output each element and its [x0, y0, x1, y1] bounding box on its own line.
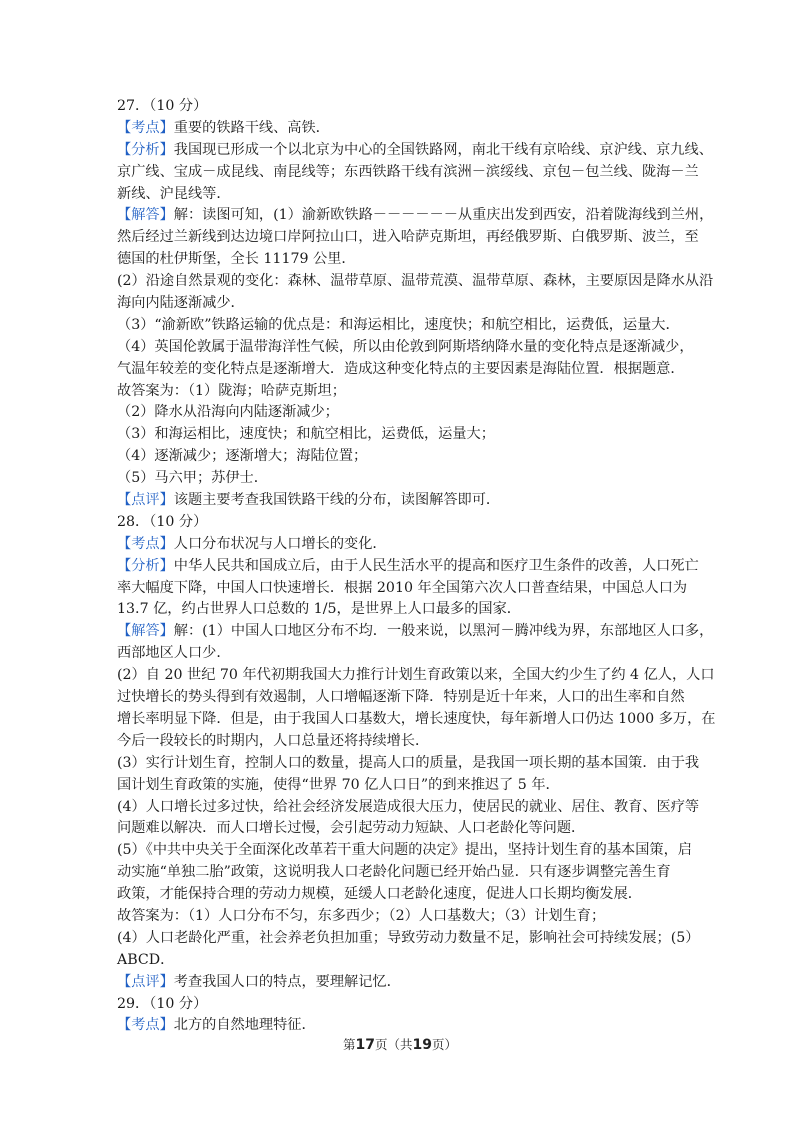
line-text: 故答案为：（1）陇海；哈萨克斯坦；: [117, 382, 346, 399]
line-text: 29．（10 分）: [117, 995, 208, 1012]
text-line: [117, 402, 687, 424]
section-tag: 【考点】: [117, 1017, 174, 1034]
section-tag: 【解答】: [117, 207, 174, 224]
text-line: [117, 184, 687, 206]
line-text: (4）人口增长过多过快，给社会经济发展造成很大压力，使居民的就业、居住、教育、医疗等: [117, 798, 700, 815]
text-line: [117, 753, 700, 775]
text-line: [117, 972, 687, 994]
text-line: [117, 578, 687, 600]
section-tag: 【分析】: [117, 141, 174, 158]
line-text: (4）人口老龄化严重，社会养老负担加重；导致劳动力数量不足，影响社会可持续发展；(5）: [117, 929, 700, 946]
section-tag: 【分析】: [117, 557, 174, 574]
text-line: [117, 709, 716, 731]
text-line: [117, 96, 687, 118]
line-text: （2）降水从沿海向内陆逐渐减少；: [117, 404, 339, 421]
text-line: [117, 818, 687, 840]
line-text: （3）和海运相比，速度快；和航空相比，运费低，运量大；: [117, 426, 495, 443]
text-line: [117, 775, 687, 797]
text-line: [117, 687, 687, 709]
line-text: 问题难以解决．而人口增长过慢，会引起劳动力短缺、人口老龄化等问题．: [117, 820, 586, 837]
line-text: 过快增长的势头得到有效遏制，人口增幅逐渐下降．特别是近十年来，人口的出生率和自然: [117, 689, 685, 706]
page-footer: [0, 1035, 800, 1053]
line-text: 政策，才能保持合理的劳动力规模，延缓人口老龄化速度，促进人口长期均衡发展．: [117, 886, 642, 903]
text-line: [117, 994, 687, 1016]
line-text: 解：(1）中国人口地区分布不均．一般来说，以黑河－腾冲线为界，东部地区人口多，: [173, 623, 714, 640]
text-line: [117, 840, 692, 862]
text-line: [117, 556, 699, 578]
line-text: 增长率明显下降．但是，由于我国人口基数大，增长速度快，每年新增人口仍达 1000 多万，在: [117, 710, 716, 727]
line-text: (2）自 20 世纪 70 年代初期我国大力推行计划生育政策以来，全国大约少生了约 4 亿人，人口: [117, 667, 715, 684]
text-line: [117, 512, 687, 534]
text-line: [117, 928, 700, 950]
section-tag: 【点评】: [117, 973, 174, 990]
text-line: [117, 468, 687, 490]
line-text: 北方的自然地理特征．: [173, 1017, 316, 1034]
section-tag: 【解答】: [117, 623, 174, 640]
section-tag: 【考点】: [117, 535, 174, 552]
line-text: 27．（10 分）: [117, 98, 208, 114]
text-line: [117, 621, 714, 643]
line-text: 考查我国人口的特点，要理解记忆．: [173, 973, 401, 990]
text-line: [117, 424, 687, 446]
line-text: （5）马六甲；苏伊士．: [117, 470, 268, 487]
line-text: 西部地区人口少．: [117, 645, 231, 662]
line-text: 今后一段较长的时期内，人口总量还将持续增长．: [117, 732, 430, 749]
text-line: [117, 884, 687, 906]
line-text: 国计划生育政策的实施，使得“世界 70 亿人口日”的到来推迟了 5 年．: [117, 776, 560, 793]
line-text: （3）“渝新欧”铁路运输的优点是：和海运相比，速度快；和航空相比，运费低，运量大．: [117, 316, 680, 333]
text-line: [117, 665, 715, 687]
text-line: [117, 599, 687, 621]
text-line: [117, 162, 699, 184]
text-line: [117, 359, 687, 381]
line-text: 新线、沪昆线等．: [117, 185, 231, 202]
line-text: 解：读图可知，(1）渝新欧铁路－－－－－－从重庆出发到西安，沿着陇海线到兰州，: [173, 207, 714, 224]
text-line: [117, 315, 687, 337]
footer-prefix: 第: [342, 1037, 356, 1052]
footer-total-pages: 19: [412, 1037, 432, 1053]
line-text: （4）逐渐减少；逐渐增大；海陆位置；: [117, 448, 368, 465]
line-text: 然后经过兰新线到达边境口岸阿拉山口，进入哈萨克斯坦，再经俄罗斯、白俄罗斯、波兰，至: [117, 229, 699, 246]
text-line: [117, 381, 687, 403]
line-text: 动实施“单独二胎”政策，这说明我人口老龄化问题已经开始凸显．只有逐步调整完善生育: [117, 864, 671, 881]
line-text: 率大幅度下降，中国人口快速增长．根据 2010 年全国第六次人口普查结果，中国总人口为: [117, 579, 688, 596]
text-line: [117, 950, 687, 972]
text-line: [117, 731, 687, 753]
text-line: [117, 797, 700, 819]
text-line: [117, 227, 699, 249]
text-line: [117, 337, 694, 359]
text-line: [117, 118, 687, 140]
line-text: 重要的铁路干线、高铁．: [173, 119, 330, 136]
text-line: [117, 140, 713, 162]
text-line: [117, 534, 687, 556]
line-text: 我国现已形成一个以北京为中心的全国铁路网，南北干线有京哈线、京沪线、京九线、: [173, 141, 713, 158]
line-text: (2）沿途自然景观的变化：森林、温带草原、温带荒漠、温带草原、森林，主要原因是降水从沿: [117, 273, 714, 290]
line-text: （4）英国伦敦属于温带海洋性气候，所以由伦敦到阿斯塔纳降水量的变化特点是逐渐减少，: [117, 338, 694, 355]
line-text: 京广线、宝成－成昆线、南昆线等；东西铁路干线有滨洲－滨绥线、京包－包兰线、陇海－兰: [117, 163, 699, 180]
text-line: [117, 862, 687, 884]
section-tag: 【考点】: [117, 119, 174, 136]
line-text: 13.7 亿，约占世界人口总数的 1/5，是世界上人口最多的国家．: [117, 601, 521, 618]
text-line: [117, 643, 687, 665]
line-text: ABCD．: [117, 951, 175, 968]
text-line: [117, 1015, 687, 1037]
document-body: [117, 96, 716, 1037]
footer-page-number: 17: [355, 1037, 375, 1053]
line-text: 中华人民共和国成立后，由于人民生活水平的提高和医疗卫生条件的改善，人口死亡: [173, 557, 699, 574]
line-text: (5）《中共中央关于全面深化改革若干重大问题的决定》提出，坚持计划生育的基本国策，启: [117, 842, 692, 859]
line-text: 人口分布状况与人口增长的变化．: [173, 535, 387, 552]
text-line: [117, 490, 687, 512]
line-text: 故答案为：（1）人口分布不匀，东多西少；（2）人口基数大；（3）计划生育；: [117, 907, 606, 924]
line-text: 德国的杜伊斯堡，全长 11179 公里．: [117, 251, 356, 268]
text-line: [117, 906, 687, 928]
footer-middle: 页（共: [374, 1037, 413, 1052]
line-text: (3）实行计划生育，控制人口的数量，提高人口的质量，是我国一项长期的基本国策．由于我: [117, 754, 700, 771]
text-line: [117, 293, 687, 315]
section-tag: 【点评】: [117, 492, 174, 509]
text-line: [117, 446, 687, 468]
line-text: 气温年较差的变化特点是逐渐增大．造成这种变化特点的主要因素是海陆位置．根据题意．: [117, 360, 685, 377]
line-text: 该题主要考查我国铁路干线的分布，读图解答即可．: [173, 492, 501, 509]
text-line: [117, 205, 714, 227]
line-text: 海向内陆逐渐减少．: [117, 295, 245, 312]
text-line: [117, 271, 714, 293]
footer-suffix: 页）: [431, 1037, 457, 1052]
line-text: 28．（10 分）: [117, 513, 208, 530]
text-line: [117, 249, 687, 271]
